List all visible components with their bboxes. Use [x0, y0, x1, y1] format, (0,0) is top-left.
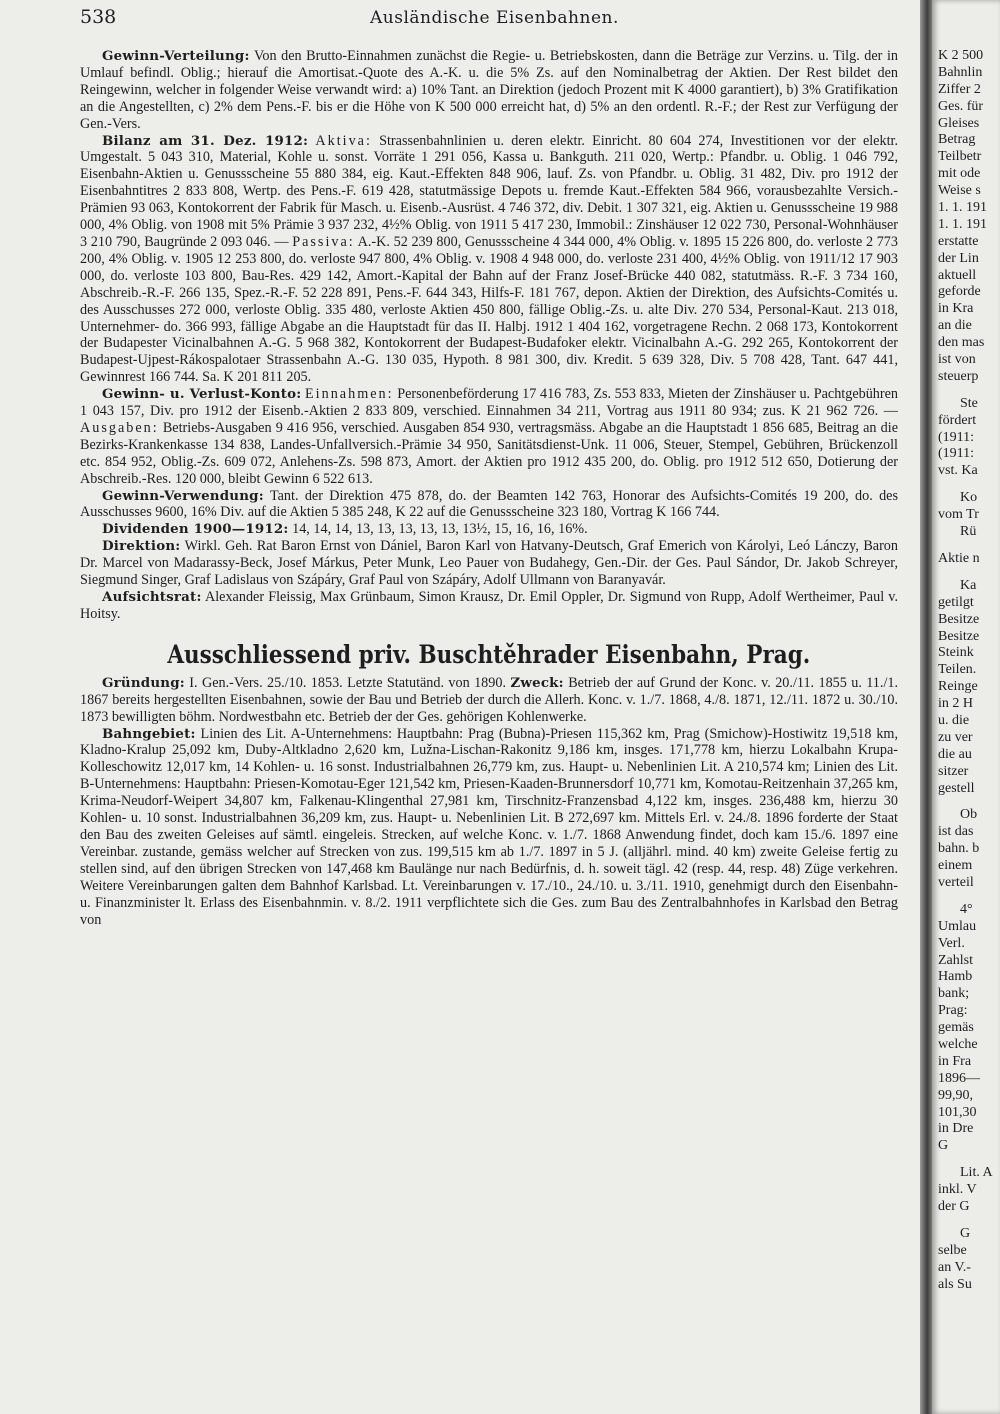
fragment-gap: [938, 480, 1000, 490]
right-page-fragment: Prag:: [938, 1003, 968, 1019]
book-gutter: [920, 0, 932, 1414]
right-page-fragment: bank;: [938, 986, 970, 1002]
right-page-fragment: in 2 H: [938, 696, 973, 712]
right-page-fragment: Aktie n: [938, 550, 980, 566]
page-number: 538: [80, 6, 117, 28]
fragment-gap: [938, 568, 1000, 578]
right-page-fragment: 1. 1. 191: [938, 216, 987, 232]
label-aufsichtsrat: Aufsichtsrat:: [102, 589, 202, 605]
right-page-fragment: (1911:: [938, 429, 975, 445]
text-dividenden: 14, 14, 14, 13, 13, 13, 13, 13, 13½, 15, 16, 16, 16%.: [292, 521, 588, 538]
right-page: [932, 0, 1000, 1414]
right-page-fragment: 1. 1. 191: [938, 200, 987, 216]
label-aktiva: Aktiva:: [315, 132, 372, 149]
paragraph-gewinn-verwendung: [80, 488, 898, 522]
paragraph-direktion: [80, 538, 898, 589]
right-page-fragment: 1896—: [938, 1070, 980, 1086]
running-head: [80, 6, 900, 30]
right-page-fragment: (1911:: [938, 446, 975, 462]
right-page-fragment: Reinge: [938, 679, 978, 695]
right-page-fragment: Steink: [938, 645, 974, 661]
label-einnahmen: Einnahmen:: [305, 386, 394, 403]
label-gewinn-verwendung: Gewinn-Verwendung:: [102, 487, 264, 504]
right-page-fragment: den mas: [938, 335, 985, 351]
fragment-gap: [938, 1216, 1000, 1226]
right-page-fragment: K 2 500: [938, 48, 984, 63]
text-gewinn-verwendung: Tant. der Direktion 475 878, do. der Beamten 142 763, Honorar des Aufsichts-Comités 19 200, do. des Ausschusses 9600, 16% Div. auf die Aktien 5 385 248, K 22 auf die Genussscheine 323 180, Vortrag K 166 744.: [80, 487, 898, 521]
text-zweck: Betrieb der auf Grund der Konc. v. 20./11. 1855 u. 11./1. 1867 bereits hergestellten Eisenbahnen, sowie der Bau und Betrieb der durch die Allerh. Konc. v. 1./7. 1868, 4./8. 1871, 12./11. 1872 u. 30./10. 1873 bewilligten böhm. Nordwestbahn etc. Betrieb der der Ges. gehörigen Kohlenwerke.: [80, 674, 899, 725]
right-page-fragment: gemäs: [938, 1020, 974, 1036]
right-page-fragment: sitzer: [938, 763, 969, 779]
running-title: Ausländische Eisenbahnen.: [370, 8, 619, 28]
right-page-fragment: der G: [938, 1199, 970, 1214]
right-page-fragment: selbe: [938, 1242, 967, 1258]
right-page-fragment: 4°: [960, 901, 973, 917]
label-dividenden: Dividenden 1900—1912:: [102, 521, 289, 538]
right-page-fragment: ist das: [938, 824, 974, 840]
right-page-fragment: Lit. A: [960, 1165, 993, 1181]
right-page-fragment: mit ode: [938, 166, 981, 182]
text-gewinn-verteilung: Von den Brutto-Einnahmen zunächst die Regie- u. Betriebskosten, dann die Beträge zur Verzins. u. Tilg. der in Umlauf befindl. Oblig.; hierauf die Amortisat.-Quote des A.-K. u. die 5% Zs. auf den Nominalbetrag der Aktien. Der Rest bildet den Reingewinn, welcher in folgender Weise verwandt wird: a) 10% Tant. an Direktion (jedoch Prozent mit K 4000 garantiert), b) 3% Gratifikation an die Angestellten, c) 2% dem Pens.-F. bis er die Höhe von K 500 000 erreicht hat, d) 5% an den ordentl. R.-F.; der Rest zur Verfügung der Gen.-Vers.: [80, 48, 899, 132]
right-page-fragment: Teilen.: [938, 662, 977, 678]
right-page-fragment: an V.-: [938, 1259, 971, 1275]
right-page-fragment: Rü: [960, 524, 977, 540]
fragment-gap: [938, 892, 1000, 902]
right-page-fragment: Ste: [960, 395, 978, 411]
right-page-fragment: Bahnlin: [938, 64, 983, 80]
right-page-fragment: fördert: [938, 412, 977, 428]
fragment-gap: [938, 386, 1000, 396]
right-page-fragment: steuerp: [938, 368, 979, 384]
right-page-fragment: zu ver: [938, 729, 973, 745]
right-page-fragments: [938, 48, 1000, 1293]
right-page-fragment: G: [938, 1138, 949, 1154]
fragment-gap: [938, 541, 1000, 551]
right-page-fragment: die au: [938, 746, 972, 762]
section-title: [80, 639, 898, 671]
right-page-fragment: Besitze: [938, 628, 980, 644]
right-page-fragment: in Dre: [938, 1121, 974, 1137]
right-page-fragment: erstatte: [938, 233, 979, 249]
label-bahngebiet: Bahngebiet:: [102, 725, 196, 742]
text-direktion: Wirkl. Geh. Rat Baron Ernst von Dániel, Baron Karl von Hatvany-Deutsch, Graf Emerich von Károlyi, Leó Lánczy, Baron Dr. Marcel von Madarassy-Beck, Josef Márkus, Peter Munk, Leo Pauer von Budahegy, Gen.-Dir. der Ges. Paul Sándor, Dr. Jakob Schreyer, Siegmund Singer, Graf Ladislaus von Szápáry, Graf Paul von Szápáry, Adolf Ullmann von Baranyavár.: [80, 538, 898, 589]
right-page-fragment: bahn. b: [938, 841, 980, 857]
right-page-fragment: vst. Ka: [938, 463, 978, 479]
right-page-fragment: ist von: [938, 352, 976, 368]
right-page-fragment: vom Tr: [938, 507, 979, 523]
label-passiva: Passiva:: [292, 233, 355, 250]
label-zweck: Zweck:: [510, 674, 564, 691]
right-page-fragment: getilgt: [938, 594, 974, 610]
right-page-fragment: Umlau: [938, 918, 977, 934]
text-column: [80, 48, 898, 928]
paragraph-bilanz: [80, 133, 898, 387]
right-page-fragment: Ob: [960, 807, 978, 823]
right-page-fragment: gestell: [938, 780, 975, 796]
right-page-fragment: verteil: [938, 874, 974, 890]
right-page-fragment: als Su: [938, 1276, 972, 1292]
paragraph-gewinn-verteilung: [80, 48, 898, 133]
right-page-fragment: der Lin: [938, 250, 979, 266]
right-page-fragment: Weise s: [938, 183, 981, 199]
paragraph-aufsichtsrat: [80, 589, 898, 623]
right-page-fragment: geforde: [938, 284, 981, 300]
text-ausgaben: Betriebs-Ausgaben 9 416 956, verschied. Ausgaben 854 930, vertragsmäss. Abgabe an die Hauptstadt 1 856 685, Beitrag an die Bezirks-Krankenkasse 134 838, Landes-Unfallversich.-Prämie 34 950, Sanitätsdienst-Unk. 11 006, Steuer, Stempel, Gebühren, Brückenzoll etc. 854 952, Oblig.-Zs. 609 072, Anlehens-Zs. 598 873, Amort. der Aktien pro 1912 435 200, do. Oblig. pro 1912 512 650, Dotierung der Abschreib.-Res. 120 000, bleibt Gewinn 6 522 613.: [80, 419, 898, 487]
right-page-fragment: 101,30: [938, 1104, 977, 1120]
fragment-gap: [938, 1155, 1000, 1165]
text-aktiva: Strassenbahnlinien u. deren elektr. Einricht. 80 604 274, Investitionen vor der elektr. Umgestalt. 5 043 310, Material, Kohle u. sonst. Vorräte 1 291 056, Kassa u. Bankguth. 211 020, Wertp.: Pfandbr. u. Oblig. 1 046 792, Eisenbahn-Aktien u. Genussscheine 55 880 384, eig. Kaut.-Effekten 848 906, lauf. Zs. von Pfandbr. u. Oblig. 31 482, Div. pro 1912 der Eisenbahntitres 2 833 808, Wertp. des Pens.-F. 619 428, statutmässige Depots u. fremde Kaut.-Effekten 584 966, vorausbezahlte Versich.-Prämien 93 063, Kontokorrent der Fabrik für Masch. u. Eisenb.-Ausrüst. 4 746 372, div. Debit. 1 307 321, eig. Aktien u. Genussscheine 19 988 000, 4% Oblig. von 1908 mit 5% Prämie 3 937 232, 4½% Oblig. von 1911 5 417 230, Immobil.: Zinshäuser 12 022 730, Personal-Wohnhäuser 3 210 790, Baugründe 2 093 046. —: [80, 132, 899, 250]
right-page-fragment: u. die: [938, 712, 970, 728]
text-bahngebiet: Linien des Lit. A-Unternehmens: Hauptbahn: Prag (Bubna)-Priesen 115,362 km, Prag (Smichow)-Hostiwitz 19,518 km, Kladno-Kralup 25,092 km, Duby-Altkladno 2,620 km, Lužna-Lischan-Rakonitz 9,186 km, insges. 171,778 km, hierzu Lokalbahn Krupa-Kolleschowitz 12,017 km, 14 Kohlen- u. 16 sonst. Industrialbahnen 26,779 km, zus. Haupt- u. Nebenlinien Lit. A 210,574 km; Linien des Lit. B-Unternehmens: Hauptbahn: Priesen-Komotau-Eger 121,542 km, Priesen-Kaaden-Brunnersdorf 10,771 km, Komotau-Reitzenhain 37,265 km, Krima-Neudorf-Weipert 34,807 km, Falkenau-Klingenthal 27,981 km, Tirschnitz-Franzensbad 4,122 km, insges. 236,488 km, hierzu 30 Kohlen- u. 10 sonst. Industrialbahnen 36,209 km, zus. Haupt- u. Nebenlinien Lit. B 272,697 km. Mittels Erl. v. 24./8. 1896 forderte der Staat den Bau des zweiten Geleises auf sämtl. eingeleis. Strecken, auf welche Konc. v. 1./7. 1868 Anwendung findet, doch kam 15./6. 1897 eine Vereinbar. zustande, gemäss welcher auf Strecken von zus. 199,515 km ab 1./7. 1897 in 5 J. (alljährl. mind. 40 km) zweite Geleise fertig zu stellen sind, auf den übrigen Strecken von 147,468 km Baulänge nur nach Bedürfnis, d. h. soweit tägl. 42 (resp. 44, resp. 48) Züge verkehren. Weitere Vereinbarungen galten dem Bahnhof Karlsbad. Lt. Vereinbarungen v. 17./10., 24./10. u. 3./11. 1910, genehmigt durch den Eisenbahn- u. Finanzminister lt. Erlass des Eisenbahnmin. v. 8./2. 1911 verpflichtete sich die Ges. zum Bau des Zentralbahnhofes in Karlsbad den Betrag von: [80, 725, 899, 928]
section-title-text: Ausschliessend priv. Buschtěhrader Eisenbahn, Prag.: [167, 639, 811, 669]
label-ausgaben: Ausgaben:: [80, 419, 159, 436]
paragraph-dividenden: [80, 521, 898, 538]
right-page-fragment: aktuell: [938, 267, 977, 283]
right-page-fragment: welche: [938, 1036, 978, 1052]
right-page-fragment: G: [960, 1225, 971, 1241]
right-page-fragment: Hamb: [938, 969, 973, 985]
right-page-fragment: Teilbetr: [938, 149, 982, 165]
paragraph-gruendung: [80, 675, 898, 726]
right-page-fragment: Ges. für: [938, 98, 984, 114]
right-page-fragment: inkl. V: [938, 1182, 977, 1198]
right-page-fragment: 99,90,: [938, 1087, 973, 1103]
right-page-fragment: Verl.: [938, 935, 965, 951]
right-page-fragment: Zahlst: [938, 952, 973, 968]
text-einnahmen: Personenbeförderung 17 416 783, Zs. 553 833, Mieten der Zinshäuser u. Pachtgebühren 1 043 157, Div. pro 1912 der Eisenb.-Aktien 2 833 809, verschied. Einnahmen 34 211, Vortrag aus 1911 80 934; zus. K 21 962 726. —: [80, 386, 899, 420]
right-page-fragment: Ziffer 2: [938, 81, 981, 97]
right-page-fragment: in Fra: [938, 1053, 972, 1069]
right-page-fragment: einem: [938, 858, 973, 874]
paragraph-gewinn-verlust: [80, 386, 898, 487]
right-page-fragment: Ko: [960, 490, 978, 506]
label-bilanz: Bilanz am 31. Dez. 1912:: [102, 132, 309, 149]
label-gewinn-verlust: Gewinn- u. Verlust-Konto:: [102, 386, 302, 403]
right-page-fragment: Besitze: [938, 611, 980, 627]
text-gruendung: I. Gen.-Vers. 25./10. 1853. Letzte Statutänd. von 1890.: [189, 674, 507, 691]
label-gewinn-verteilung: Gewinn-Verteilung:: [102, 48, 250, 64]
right-page-fragment: an die: [938, 318, 972, 334]
right-page-fragment: in Kra: [938, 301, 974, 317]
paragraph-bahngebiet: [80, 726, 898, 929]
right-page-fragment: Gleises: [938, 115, 980, 131]
right-page-fragment: Betrag: [938, 132, 976, 148]
fragment-gap: [938, 797, 1000, 807]
text-passiva: A.-K. 52 239 800, Genussscheine 4 344 000, 4% Oblig. v. 1895 15 226 800, do. verloste 2 773 200, 4% Oblig. v. 1905 12 253 800, do. verloste 947 800, 4% Oblig. v. 1908 4 948 000, do. verloste 231 400, 4½% Oblig. von 1911/12 17 903 000, do. verloste 103 800, Bau-Res. 429 142, Amort.-Kapital der Bahn auf der Franz Josef-Brücke 440 082, statutmäss. R.-F. 3 734 160, Abschreib.-R.-F. 266 135, Spez.-R.-F. 52 228 891, Pens.-F. 644 343, Hilfs-F. 181 767, depon. Aktien der Direktion, des Aufsichts-Comités u. des Ausschusses 272 000, verloste Oblig. 335 480, verloste Aktien 450 800, fällige Oblig.-Zs. u. alte Div. 270 534, Personal-Kaut. 213 018, Unternehmer- do. 366 993, fällige Abgabe an die Hauptstadt für das II. Halbj. 1912 1 404 162, vorgetragene Rechn. 2 068 173, Kontokorrent der Budapester Vicinalbahnen A.-G. 5 968 382, Kontokorrent der Budapest-Budafoker elektr. Vicinalbahn A.-G. 292 265, Kontokorrent der Budapest-Ujpest-Rákospalotaer Strassenbahn A.-G. 130 035, Hypoth. 8 981 300, div. Kredit. 5 639 328, Div. 5 708 428, Tant. 647 441, Gewinnrest 166 744. Sa. K 201 811 205.: [80, 233, 898, 386]
right-page-fragment: Ka: [960, 577, 977, 593]
label-gruendung: Gründung:: [102, 674, 185, 691]
label-direktion: Direktion:: [102, 538, 181, 555]
text-aufsichtsrat: Alexander Fleissig, Max Grünbaum, Simon Krausz, Dr. Emil Oppler, Dr. Sigmund von Rupp, Adolf Wertheimer, Paul v. Hoitsy.: [80, 589, 899, 622]
